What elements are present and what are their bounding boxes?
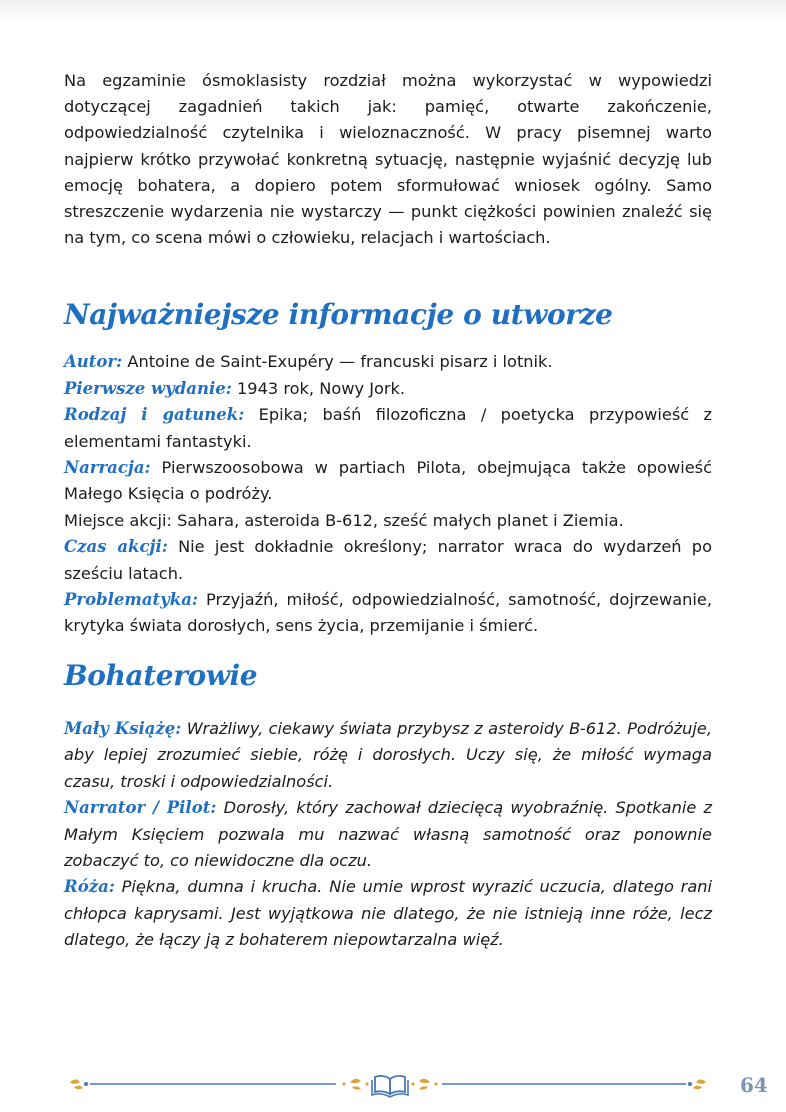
facts-list	[64, 349, 712, 639]
hero-text: Piękna, dumna i krucha. Nie umie wprost wyrazić uczucia, dlatego rani chłopca kaprysami. Jest wyjątkowa nie dlatego, że nie istnieją inne róże, lecz dlatego, że łączy ją z bohaterem niepowtarzalna więź.	[64, 877, 712, 950]
fact-label: Czas akcji:	[64, 537, 168, 557]
hero-row	[64, 874, 712, 953]
hero-text: Dorosły, który zachował dziecięcą wyobraźnię. Spotkanie z Małym Księciem pozwala mu nazwać własną samotność oraz ponownie zobaczyć to, co niewidoczne dla oczu.	[64, 798, 712, 870]
fact-text: Przyjaźń, miłość, odpowiedzialność, samotność, dojrzewanie, krytyka świata dorosłych, sens życia, przemijanie i śmierć.	[64, 590, 712, 636]
fact-row	[64, 349, 712, 375]
fact-text: Miejsce akcji: Sahara, asteroida B-612, sześć małych planet i Ziemia.	[64, 510, 624, 530]
fact-text: Nie jest dokładnie określony; narrator wraca do wydarzeń po sześciu latach.	[64, 537, 712, 583]
section-heading-heroes: Bohaterowie	[64, 658, 258, 692]
fact-label: Pierwsze wydanie:	[64, 378, 232, 398]
fact-label: Problematyka:	[64, 590, 198, 610]
hero-text: Wrażliwy, ciekawy świata przybysz z asteroidy B-612. Podróżuje, aby lepiej zrozumieć siebie, różę i dorosłych. Uczy się, że miłość wymaga czasu, troski i odpowiedzialności.	[64, 718, 713, 791]
fact-row	[64, 402, 712, 455]
center-right-leaf-icon	[411, 1079, 437, 1090]
fact-row	[64, 508, 712, 534]
fact-label: Rodzaj i gatunek:	[64, 405, 245, 425]
open-book-icon	[372, 1076, 408, 1097]
right-leaf-icon	[688, 1080, 706, 1090]
hero-label: Mały Książę:	[64, 718, 182, 738]
page-number: 64	[740, 1073, 768, 1097]
hero-label: Narrator / Pilot:	[64, 798, 217, 818]
footer-ornament	[68, 1070, 708, 1100]
hero-row	[64, 716, 712, 795]
hero-label: Róża:	[64, 877, 115, 897]
fact-row	[64, 455, 712, 508]
fact-label: Narracja:	[64, 458, 151, 478]
left-leaf-icon	[70, 1080, 88, 1090]
page-content	[64, 68, 712, 954]
fact-text: Antoine de Saint-Exupéry — francuski pisarz i lotnik.	[122, 352, 553, 372]
hero-row	[64, 795, 712, 874]
fact-label: Autor:	[64, 352, 123, 372]
page-top-shade	[0, 0, 786, 24]
fact-row	[64, 534, 712, 587]
fact-text: Pierwszoosobowa w partiach Pilota, obejmująca także opowieść Małego Księcia o podróży.	[64, 458, 712, 504]
heroes-list	[64, 716, 712, 954]
fact-row	[64, 376, 712, 402]
intro-paragraph: Na egzaminie ósmoklasisty rozdział można wykorzystać w wypowiedzi dotyczącej zagadnień takich jak: pamięć, otwarte zakończenie, odpowiedzialność czytelnika i wieloznaczność. W pracy pisemnej warto najpierw krótko przywołać konkretną sytuację, następnie wyjaśnić decyzję lub emocję bohatera, a dopiero potem sformułować wniosek ogólny. Samo streszczenie wydarzenia nie wystarczy — punkt ciężkości powinien znaleźć się na tym, co scena mówi o człowieku, relacjach i wartościach.	[64, 71, 712, 248]
fact-text: 1943 rok, Nowy Jork.	[231, 378, 406, 398]
fact-row	[64, 587, 712, 640]
fact-text: Epika; baśń filozoficzna / poetycka przypowieść z elementami fantastyki.	[64, 405, 713, 451]
section-heading-info: Najważniejsze informacje o utworze	[64, 298, 613, 332]
footer-ornament-graphic	[68, 1070, 708, 1100]
center-left-leaf-icon	[342, 1079, 368, 1090]
